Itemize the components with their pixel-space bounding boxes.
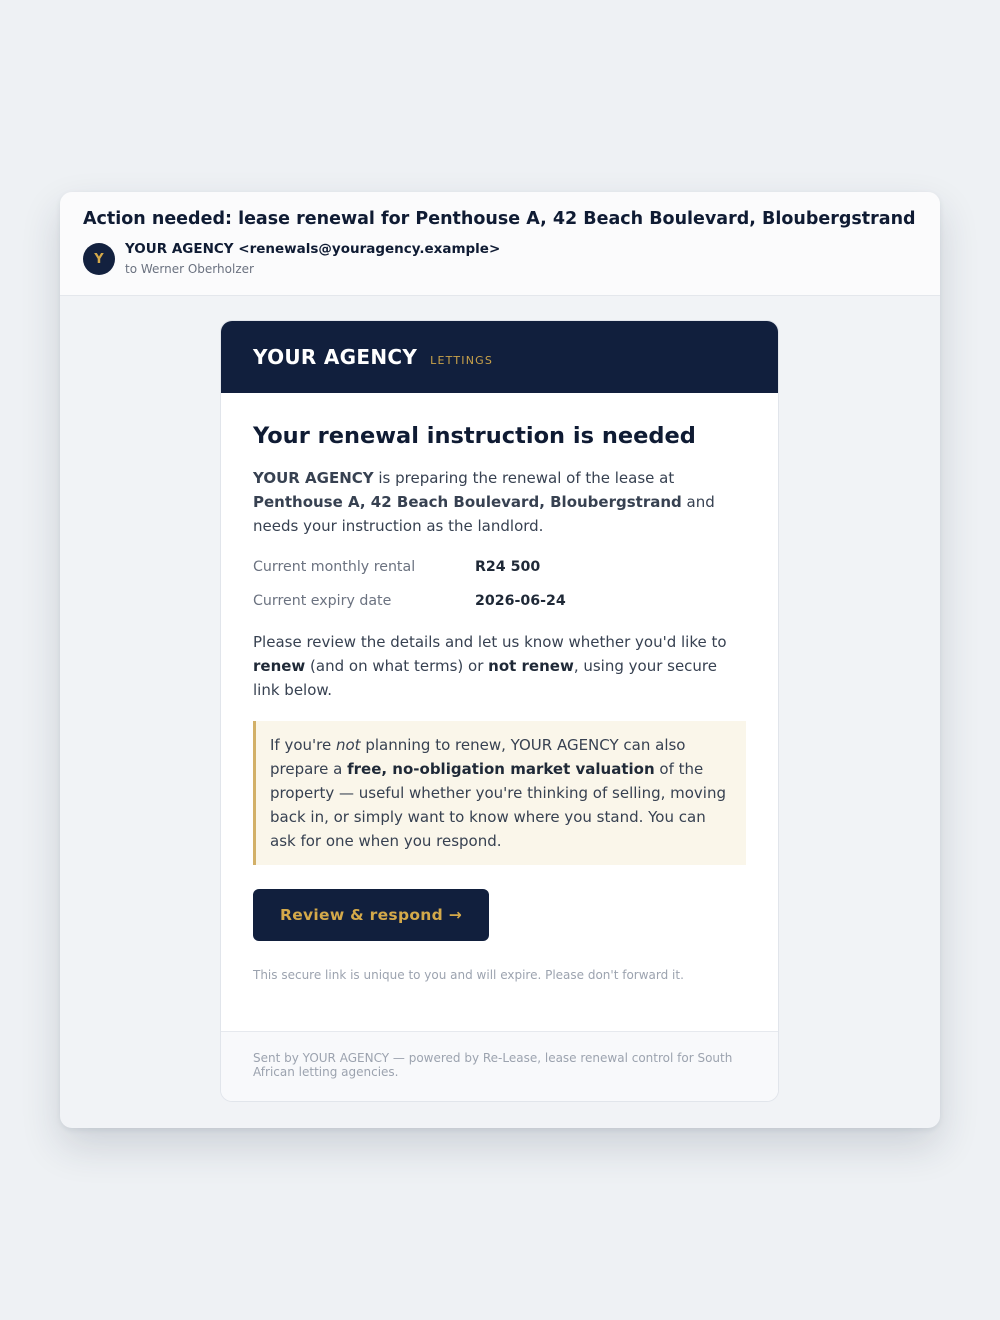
- instruction-paragraph: [253, 630, 746, 702]
- intro-agency: YOUR AGENCY: [253, 469, 374, 487]
- email-headline: Your renewal instruction is needed: [253, 423, 696, 449]
- email-header: [60, 192, 940, 296]
- callout-text-1: If you're: [270, 736, 336, 754]
- intro-paragraph: [253, 466, 746, 538]
- detail-value: 2026-06-24: [475, 593, 566, 609]
- instruction-not-renew: not renew: [488, 657, 574, 675]
- brand-bar: [221, 321, 778, 393]
- email-body-card: [220, 320, 779, 1102]
- secure-link-note: This secure link is unique to you and will expire. Please don't forward it.: [253, 968, 684, 982]
- brand-logo-name: YOUR AGENCY: [253, 345, 418, 369]
- detail-value: R24 500: [475, 559, 541, 575]
- detail-label: Current monthly rental: [253, 559, 416, 575]
- detail-row-rental: [253, 558, 746, 576]
- intro-text-2: and needs your instruction as the landlord.: [253, 493, 715, 535]
- review-respond-button[interactable]: Review & respond →: [253, 889, 489, 941]
- brand-tagline: LETTINGS: [430, 353, 494, 367]
- instruction-text-1: Please review the details and let us know whether you'd like to: [253, 633, 727, 651]
- sender-row: [83, 240, 917, 278]
- sender-meta: [125, 240, 500, 278]
- email-subject: Action needed: lease renewal for Penthouse A, 42 Beach Boulevard, Bloubergstrand: [83, 209, 916, 229]
- callout-text-3: of the property — useful whether you're thinking of selling, moving back in, or simply want to know where you stand. You can ask for one when you respond.: [270, 760, 727, 850]
- intro-text-1: is preparing the renewal of the lease at: [373, 469, 675, 487]
- detail-row-expiry: [253, 592, 746, 610]
- valuation-callout: [253, 721, 746, 865]
- instruction-text-3: , using your secure link below.: [253, 657, 717, 699]
- callout-not: not: [336, 736, 361, 754]
- email-content: [221, 393, 778, 983]
- sender-address[interactable]: YOUR AGENCY <renewals@youragency.example>: [125, 241, 501, 257]
- sender-avatar[interactable]: Y: [83, 243, 115, 275]
- lease-details: [253, 558, 746, 610]
- instruction-text-2: (and on what terms) or: [305, 657, 489, 675]
- callout-text-2: planning to renew, YOUR AGENCY can also prepare a: [270, 736, 686, 778]
- detail-label: Current expiry date: [253, 593, 392, 609]
- callout-offer: free, no-obligation market valuation: [347, 760, 655, 778]
- email-footer: Sent by YOUR AGENCY — powered by Re-Lease, lease renewal control for South African letting agencies.: [221, 1031, 778, 1101]
- instruction-renew: renew: [253, 657, 306, 675]
- email-window: [60, 192, 940, 1128]
- recipient-line: to Werner Oberholzer: [125, 262, 254, 276]
- intro-property: Penthouse A, 42 Beach Boulevard, Bloubergstrand: [253, 493, 682, 511]
